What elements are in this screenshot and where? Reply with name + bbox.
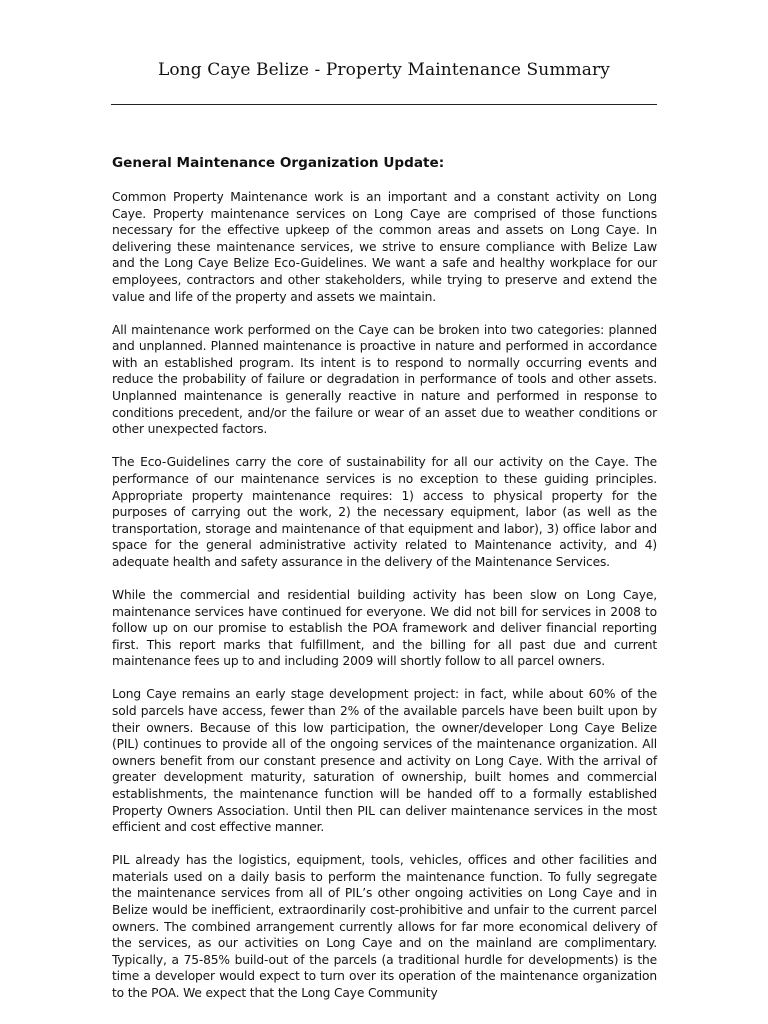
document-title: Long Caye Belize - Property Maintenance Summary (158, 60, 610, 80)
paragraph-eco-guidelines: The Eco-Guidelines carry the core of sustainability for all our activity on the Caye. The performance of our maintenance services is no exception to these guiding principles. Appropriate property maintenance requires: 1) access to physical property for the purposes of carrying out the work, 2) the necessary equipment, labor (as well as the transportation, storage and maintenance of that equipment and labor), 3) office labor and space for the general administrative activity related to Maintenance activity, and 4) adequate health and safety assurance in the delivery of the Maintenance Services. (112, 455, 657, 569)
paragraph-pil-logistics: PIL already has the logistics, equipment, tools, vehicles, offices and other facilities and materials used on a daily basis to perform the maintenance function. To fully segregate the maintenance services from all of PIL’s other ongoing activities on Long Caye and in Belize would be inefficient, extraordinarily cost-prohibitive and unfair to the current parcel owners. The combined arrangement currently allows for far more economical delivery of the services, as our activities on Long Caye and on the mainland are complimentary. Typically, a 75-85% build-out of the parcels (a traditional hurdle for developments) is the time a developer would expect to turn over its operation of the maintenance organization to the POA. We expect that the Long Caye Community (112, 853, 657, 1001)
section-heading: General Maintenance Organization Update: (112, 155, 445, 171)
paragraph-development-stage: Long Caye remains an early stage development project: in fact, while about 60% of the sold parcels have access, fewer than 2% of the available parcels have been built upon by their owners. Because of this low participation, the owner/developer Long Caye Belize (PIL) continues to provide all of the ongoing services of the maintenance organization. All owners benefit from our constant presence and activity on Long Caye. With the arrival of greater development maturity, saturation of ownership, built homes and commercial establishments, the maintenance function will be handed off to a formally established Property Owners Association. Until then PIL can deliver maintenance services in the most efficient and cost effective manner. (112, 687, 657, 835)
paragraph-common-property-maintenance: Common Property Maintenance work is an important and a constant activity on Long Caye. Property maintenance services on Long Caye are comprised of those functions necessary for the effective upkeep of the common areas and assets on Long Caye. In delivering these maintenance services, we strive to ensure compliance with Belize Law and the Long Caye Belize Eco-Guidelines. We want a safe and healthy workplace for our employees, contractors and other stakeholders, while trying to preserve and extend the value and life of the property and assets we maintain. (112, 190, 657, 304)
paragraph-maintenance-categories: All maintenance work performed on the Caye can be broken into two categories: planned and unplanned. Planned maintenance is proactive in nature and performed in accordance with an established program. Its intent is to respond to normally occurring events and reduce the probability of failure or degradation in performance of tools and other assets. Unplanned maintenance is generally reactive in nature and performed in response to conditions precedent, and/or the failure or wear of an asset due to weather conditions or other unexpected factors. (112, 322, 657, 437)
document-body (112, 189, 657, 1018)
title-divider (111, 104, 657, 105)
paragraph-billing: While the commercial and residential building activity has been slow on Long Caye, maintenance services have continued for everyone. We did not bill for services in 2008 to follow up on our promise to establish the POA framework and deliver financial reporting first. This report marks that fulfillment, and the billing for all past due and current maintenance fees up to and including 2009 will shortly follow to all parcel owners. (112, 587, 657, 669)
